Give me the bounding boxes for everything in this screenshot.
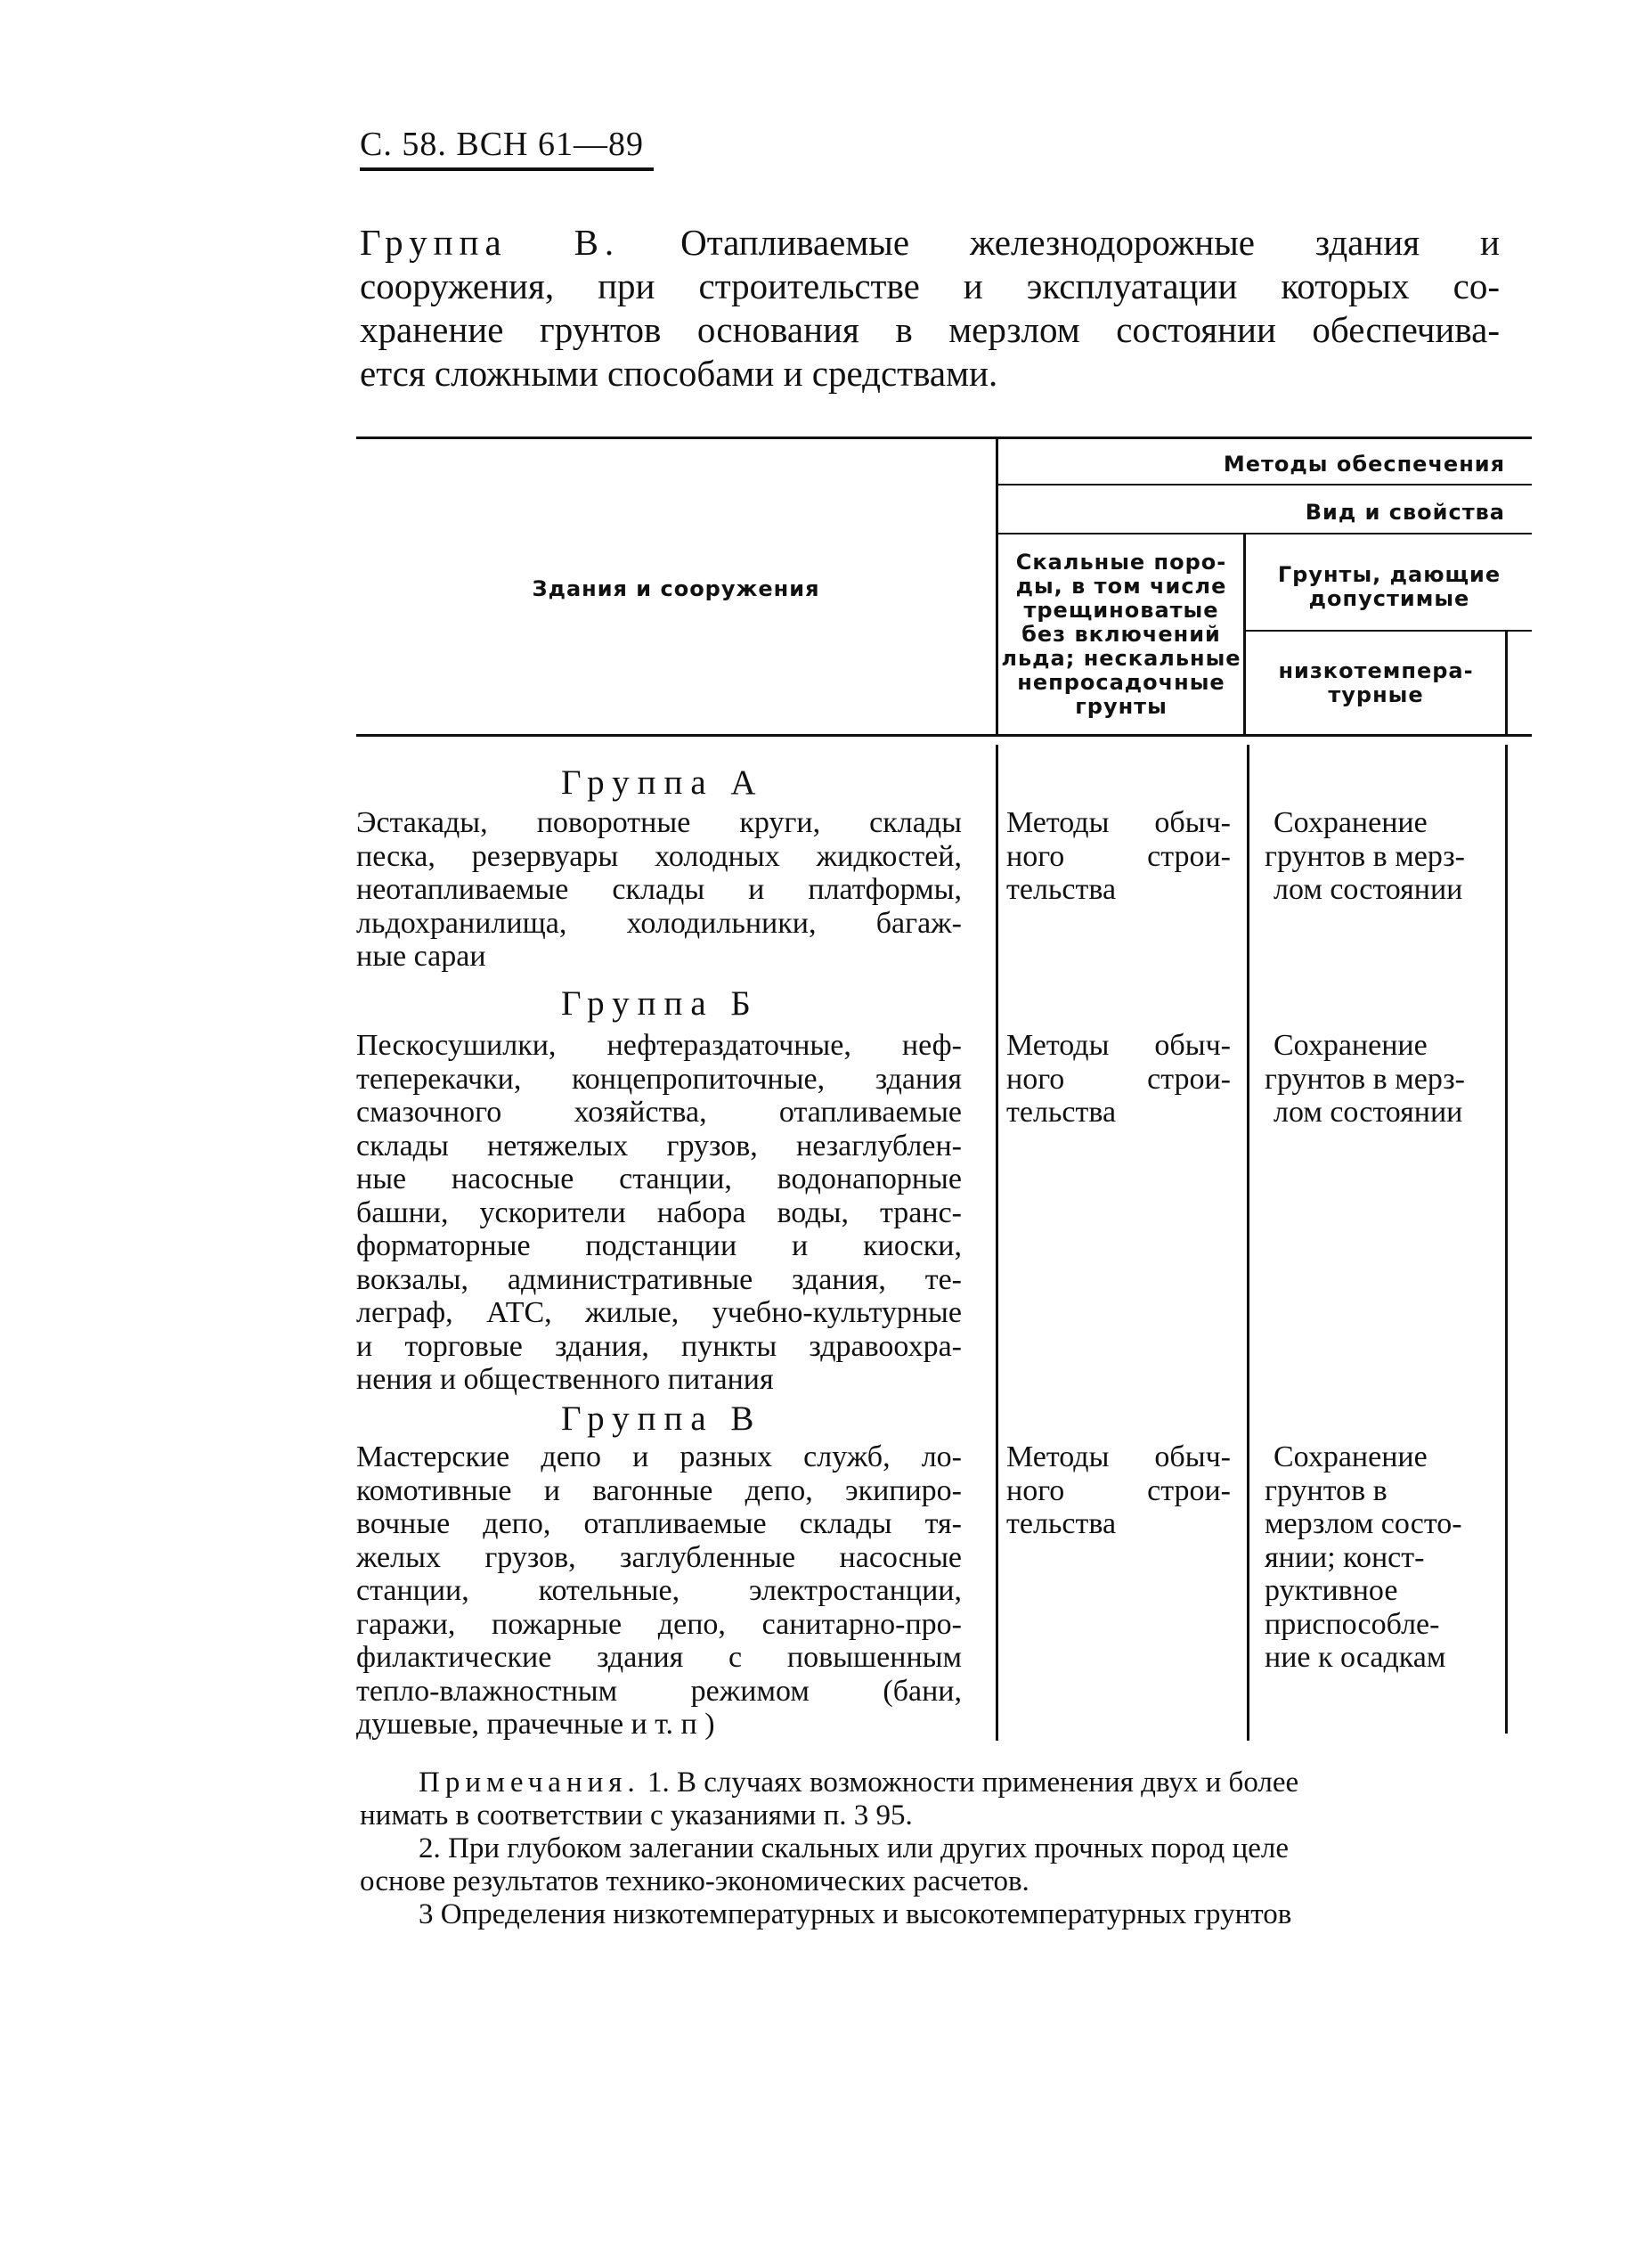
table-cell-line: Методы обыч- (1006, 1440, 1231, 1473)
note-line-2: нимать в соответствии с указаниями п. 3 95. (360, 1799, 913, 1832)
table-row-line: станции, котельные, электростанции, (356, 1574, 962, 1607)
table-cell-line: ного строи- (1006, 1062, 1231, 1096)
table-cell-line: Методы обыч- (1006, 1029, 1231, 1062)
table-row-line: склады нетяжелых грузов, незаглублен- (356, 1129, 962, 1163)
group-title-v: Группа В (561, 1399, 762, 1438)
table-row-line: нения и общественного питания (356, 1363, 774, 1396)
group-b-buildings (356, 1029, 962, 1397)
table-cell-line: грунтов в (1265, 1473, 1388, 1507)
intro-line-text: Отапливаемые железнодорожные здания и (680, 222, 1500, 263)
lowtemp-header (1247, 659, 1505, 707)
intro-label: Группа В. (360, 222, 621, 263)
table-cell-line: лом состоянии (1274, 873, 1463, 906)
table-row-line: и торговые здания, пункты здравоохра- (356, 1329, 962, 1363)
soils-header-line: Грунты, дающие (1277, 562, 1501, 587)
table-row-line: гаражи, пожарные депо, санитарно-про- (356, 1607, 962, 1641)
col-divider-2-body (1247, 745, 1249, 1741)
intro-line-2: сооружения, при строительстве и эксплуатации которых со- (360, 265, 1500, 306)
table-row-line: филактические здания с повышенным (356, 1641, 962, 1674)
table-cell-line: тельства (1006, 1096, 1117, 1129)
table-row-line: форматорные подстанции и киоски, (356, 1229, 962, 1262)
table-row-line: льдохранилища, холодильники, багаж- (356, 906, 962, 940)
lowtemp-header-line: турные (1328, 682, 1424, 707)
col-divider-1-body (996, 745, 998, 1741)
table-cell-line: тельства (1006, 1507, 1117, 1540)
group-v-rock (1006, 1440, 1231, 1541)
table-row-line: вокзалы, административные здания, те- (356, 1262, 962, 1296)
note-line-1 (360, 1766, 1509, 1799)
intro-paragraph (360, 221, 1500, 396)
col-divider-1-header (996, 439, 998, 734)
col-buildings-header: Здания и сооружения (532, 576, 820, 601)
table-row-line: Эстакады, поворотные круги, склады (356, 806, 962, 839)
table-row-line: комотивные и вагонные депо, экипиро- (356, 1473, 962, 1507)
table-cell-line: грунтов в мерз- (1265, 839, 1465, 873)
methods-header: Методы обеспечения (1223, 452, 1505, 477)
table-row-line: тепло-влажностным режимом (бани, (356, 1674, 962, 1708)
table-cell-line: Методы обыч- (1006, 806, 1231, 839)
table-cell-line: тельства (1006, 873, 1117, 906)
rock-header-line: грунты (1075, 694, 1168, 719)
methods-rule (997, 484, 1532, 485)
intro-line-4: ется сложными способами и средствами. (360, 353, 998, 394)
intro-line-3: хранение грунтов основания в мерзлом состоянии обеспечива- (360, 309, 1500, 350)
header-underline (360, 167, 654, 171)
subheader-rule (1245, 630, 1532, 632)
table-cell-line: ние к осадкам (1265, 1641, 1446, 1674)
group-title-b: Группа Б (561, 984, 759, 1023)
table-top-rule (356, 436, 1532, 439)
note-line-5: 3 Определения низкотемпературных и высокотемпературных грунтов (419, 1898, 1292, 1930)
group-v-lowtemp (1265, 1440, 1505, 1675)
note-line-4: основе результатов технико-экономических расчетов. (360, 1865, 1029, 1897)
page-header: С. 58. ВСН 61—89 (360, 126, 644, 163)
table-row-line: песка, резервуары холодных жидкостей, (356, 839, 962, 873)
table-row-line: желых грузов, заглубленные насосные (356, 1540, 962, 1574)
table-row-line: душевые, прачечные и т. п ) (356, 1708, 715, 1741)
intro-line-1 (360, 221, 1500, 265)
group-v-buildings (356, 1440, 962, 1742)
table-cell-line: ного строи- (1006, 839, 1231, 873)
table-row-line: неотапливаемые склады и платформы, (356, 873, 962, 906)
group-a-rock (1006, 806, 1231, 907)
table-cell-line: янии; конст- (1265, 1540, 1425, 1574)
table-cell-line: Сохранение (1274, 1440, 1428, 1473)
rock-header-line: Скальные поро- (1015, 550, 1227, 575)
rock-header-line: льда; нескальные (1001, 646, 1241, 671)
group-b-lowtemp (1265, 1029, 1505, 1130)
table-cell-line: мерзлом состо- (1265, 1507, 1462, 1540)
rock-header (999, 551, 1243, 719)
note-1-text: 1. В случаях возможности применения двух и более (647, 1766, 1299, 1799)
rock-header-line: непросадочные (1017, 670, 1225, 695)
rock-header-line: ды, в том числе (1015, 574, 1227, 599)
group-title-a: Группа А (561, 763, 764, 802)
notes-label: Примечания. (419, 1766, 640, 1799)
table-row-line: Пескосушилки, нефтераздаточные, неф- (356, 1029, 962, 1062)
table-cell-line: Сохранение (1274, 1029, 1428, 1062)
table-cell-line: ного строи- (1006, 1473, 1231, 1507)
table-row-line: башни, ускорители набора воды, транс- (356, 1195, 962, 1229)
table-row-line: ные насосные станции, водонапорные (356, 1163, 962, 1195)
table-cell-line: Сохранение (1274, 806, 1428, 839)
kind-rule (997, 533, 1532, 534)
table-cell-line: приспособле- (1265, 1607, 1440, 1641)
col-divider-2-header (1243, 534, 1246, 734)
table-row-line: Мастерские депо и разных служб, ло- (356, 1440, 962, 1473)
group-b-rock (1006, 1029, 1231, 1130)
group-a-lowtemp (1265, 806, 1505, 907)
table-row-line: теперекачки, концепропиточные, здания (356, 1062, 962, 1096)
col-divider-3-body (1505, 745, 1508, 1734)
note-line-3: 2. При глубоком залегании скальных или других прочных пород целе (419, 1832, 1289, 1864)
table-row-line: вочные депо, отапливаемые склады тя- (356, 1507, 962, 1540)
lowtemp-header-line: низкотемпера- (1278, 658, 1474, 683)
table-row-line: леграф, АТС, жилые, учебно-культурные (356, 1296, 962, 1329)
notes (360, 1766, 1509, 1931)
rock-header-line: трещиноватые (1023, 598, 1219, 623)
table-row-line: ные сараи (356, 940, 486, 973)
header-bottom-rule (356, 734, 1532, 737)
table-cell-line: грунтов в мерз- (1265, 1062, 1465, 1096)
col-divider-3-header (1505, 632, 1508, 734)
rock-header-line: без включений (1021, 622, 1221, 647)
group-a-buildings (356, 806, 962, 974)
table-cell-line: руктивное (1265, 1574, 1398, 1607)
table-row-line: смазочного хозяйства, отапливаемые (356, 1096, 962, 1129)
soils-header (1247, 563, 1532, 611)
soils-header-line: допустимые (1308, 586, 1470, 611)
kind-header: Вид и свойства (1305, 500, 1505, 525)
table-cell-line: лом состоянии (1274, 1096, 1463, 1129)
